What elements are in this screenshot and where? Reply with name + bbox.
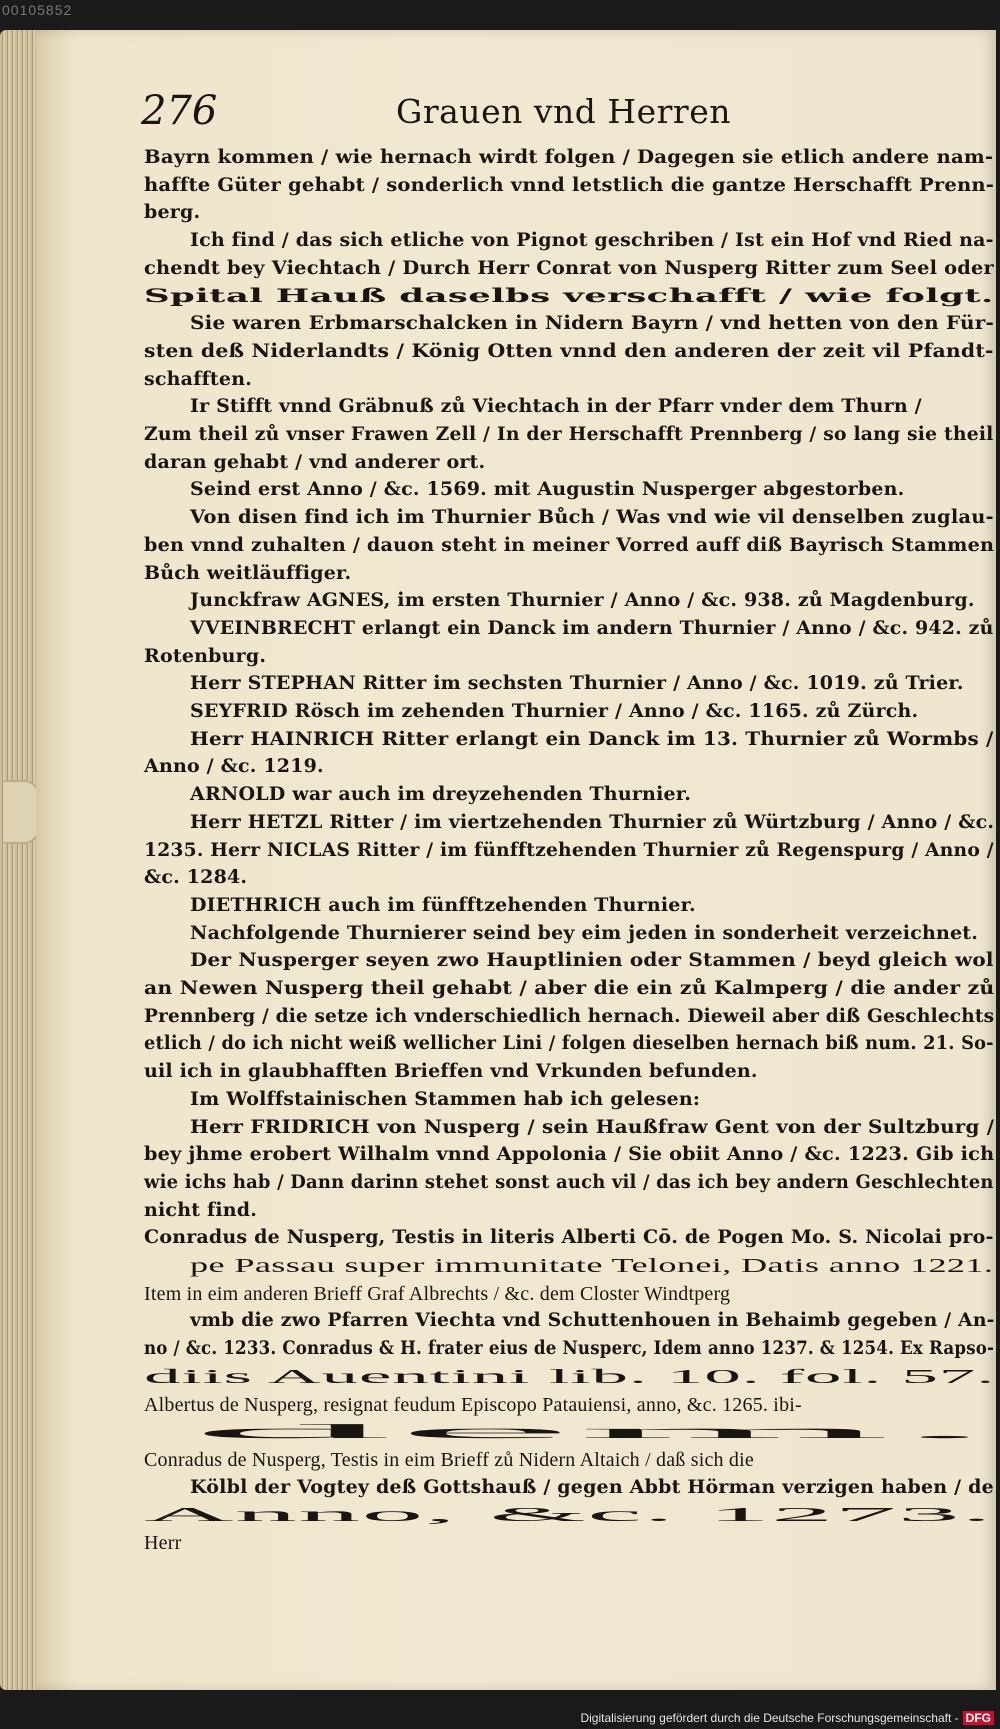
text-line: uil ich in glaubhafften Brieffen vnd Vrkunden befunden. (144, 1060, 758, 1082)
text-line: Albertus de Nusperg, resignat feudum Episcopo Patauiensi, anno, &c. 1265. ibi- (144, 1394, 802, 1416)
footer-credit (580, 1711, 994, 1725)
text-line: schafften. (144, 368, 253, 390)
page-header (141, 88, 991, 148)
text-line: haffte Güter gehabt / sonderlich vnnd letstlich die gantze Herschafft Prenn- (144, 174, 995, 196)
text-line: wie ichs hab / Dann darinn stehet sonst auch vil / das ich bey andern Geschlechten (144, 1171, 994, 1193)
text-line: Junckfraw AGNES, im ersten Thurnier / Anno / &c. 938. zů Magdenburg. (190, 589, 975, 611)
text-line: pe Passau super immunitate Telonei, Datis anno 1221. (190, 1255, 994, 1277)
running-head: Grauen vnd Herren (396, 92, 731, 131)
text-line: an Newen Nusperg theil gehabt / aber die ein zů Kalmperg / die ander zů (144, 977, 995, 999)
text-line: etlich / do ich nicht weiß wellicher Lini / folgen dieselben hernach biß num. 21. So- (144, 1032, 994, 1054)
text-line: Prennberg / die setze ich vnderschiedlich hernach. Dieweil aber diß Geschlechts (144, 1005, 995, 1027)
text-line: Conradus de Nusperg, Testis in literis Alberti Cō. de Pogen Mo. S. Nicolai pro- (144, 1226, 994, 1248)
text-line: chendt bey Viechtach / Durch Herr Conrat von Nusperg Ritter zum Seel oder (144, 257, 994, 279)
text-line: Item in eim anderen Brieff Graf Albrechts / &c. dem Closter Windtperg (144, 1283, 731, 1305)
text-line: no / &c. 1233. Conradus & H. frater eius de Nusperc, Idem anno 1237. & 1254. Ex Rapso- (144, 1337, 995, 1359)
text-line: Herr FRIDRICH von Nusperg / sein Haußfraw Gent von der Sultzburg / (190, 1116, 995, 1138)
text-line: Anno / &c. 1219. (144, 755, 324, 777)
text-line: Spital Hauß daselbs verschafft / wie folgt. (144, 285, 994, 307)
text-line: Zum theil zů vnser Frawen Zell / In der Herschafft Prennberg / so lang sie theil (144, 423, 994, 445)
text-line: Bayrn kommen / wie hernach wirdt folgen / Dagegen sie etlich andere nam- (144, 146, 994, 168)
text-line: Ir Stifft vnnd Gräbnuß zů Viechtach in der Pfarr vnder dem Thurn / (190, 395, 922, 417)
text-line: Sie waren Erbmarschalcken in Nidern Bayrn / vnd hetten von den Für- (190, 312, 995, 334)
bookmark-tab (4, 780, 40, 844)
text-line: Herr HAINRICH Ritter erlangt ein Danck im 13. Thurnier zů Wormbs / (190, 728, 994, 750)
text-line: Conradus de Nusperg, Testis in eim Brieff zů Nidern Altaich / daß sich die (144, 1449, 754, 1471)
text-line: Kölbl der Vogtey deß Gottshauß / gegen Abbt Hörman verzigen haben / de (190, 1476, 994, 1498)
book-page (36, 30, 999, 1690)
text-line: Rotenburg. (144, 645, 267, 667)
text-line: Seind erst Anno / &c. 1569. mit Augustin Nusperger abgestorben. (190, 478, 905, 500)
page-stack-edge (0, 30, 36, 1690)
text-line: Anno, &c. 1273. (144, 1504, 994, 1526)
scan-id: 00105852 (2, 2, 73, 18)
text-line: Herr STEPHAN Ritter im sechsten Thurnier / Anno / &c. 1019. zů Trier. (190, 672, 964, 694)
text-line: VVEINBRECHT erlangt ein Danck im andern Thurnier / Anno / &c. 942. zů (190, 617, 994, 639)
text-line: Der Nusperger seyen zwo Hauptlinien oder Stammen / beyd gleich wol (190, 949, 994, 971)
text-line: 1235. Herr NICLAS Ritter / im fünfftzehenden Thurnier zů Regenspurg / Anno / (144, 839, 994, 861)
text-line: ARNOLD war auch im dreyzehenden Thurnier. (190, 783, 692, 805)
text-line: nicht find. (144, 1199, 258, 1221)
text-line: Von disen find ich im Thurnier Bůch / Was vnd wie vil denselben zuglau- (190, 506, 994, 528)
text-line: Im Wolffstainischen Stammen hab ich gelesen: (190, 1088, 701, 1110)
dfg-logo: DFG (963, 1711, 994, 1725)
footer-text: Digitalisierung gefördert durch die Deutsche Forschungsgemeinschaft - (580, 1711, 959, 1725)
text-line: diis Auentini lib. 10. fol. 57. (144, 1366, 996, 1388)
text-line: Nachfolgende Thurnierer seind bey eim jeden in sonderheit verzeichnet. (190, 922, 979, 944)
text-line: ben vnnd zuhalten / dauon steht in meiner Vorred auff diß Bayrisch Stammen (144, 534, 995, 556)
text-line: dem. (190, 1421, 999, 1443)
text-line: SEYFRID Rösch im zehenden Thurnier / Anno / &c. 1165. zů Zürch. (190, 700, 919, 722)
text-line: Herr HETZL Ritter / im viertzehenden Thurnier zů Würtzburg / Anno / &c. (190, 811, 995, 833)
text-line: bey jhme erobert Wilhalm vnnd Appolonia / Sie obiit Anno / &c. 1223. Gib ich (144, 1143, 995, 1165)
text-line: vmb die zwo Pfarren Viechta vnd Schuttenhouen in Behaimb gegeben / An- (190, 1309, 995, 1331)
text-line: Ich find / das sich etliche von Pignot geschriben / Ist ein Hof vnd Ried na- (190, 229, 994, 251)
text-line: berg. (144, 201, 201, 223)
text-line: sten deß Niderlandts / König Otten vnnd den anderen der zeit vil Pfandt- (144, 340, 994, 362)
text-line: Bůch weitläuffiger. (144, 562, 352, 584)
text-line: daran gehabt / vnd anderer ort. (144, 451, 486, 473)
text-line: DIETHRICH auch im fünfftzehenden Thurnier. (190, 894, 696, 916)
text-line: Herr (144, 1532, 182, 1554)
page-number: 276 (141, 88, 218, 134)
text-line: &c. 1284. (144, 866, 248, 888)
